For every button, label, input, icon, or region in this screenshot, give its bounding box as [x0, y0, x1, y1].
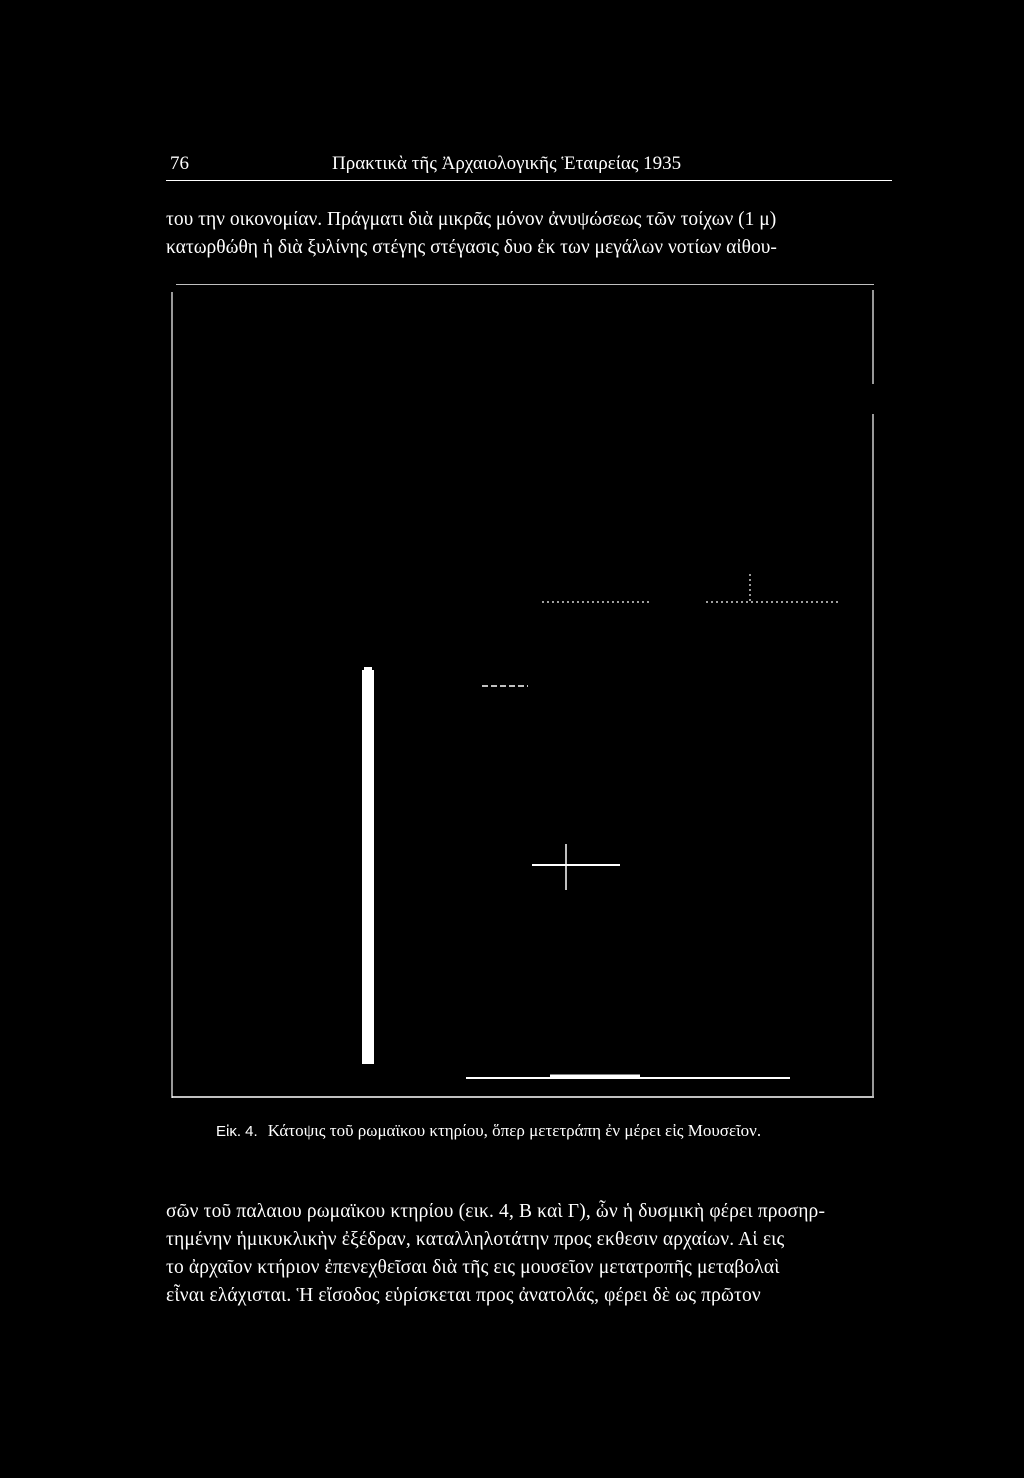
body-text-bottom: [166, 1198, 892, 1310]
text-line: κατωρθώθη ἡ διὰ ξυλίνης στέγης στέγασις δυο ἐκ των μεγάλων νοτίων αἰθου-: [166, 237, 777, 258]
body-text-top: [166, 206, 892, 262]
text-line: τημένην ἡμικυκλικὴν ἐξέδραν, καταλληλοτάτην προς εκθεσιν αρχαίων. Αἱ εις: [166, 1229, 785, 1250]
text-line: του την οικονομίαν. Πράγματι διὰ μικρᾶς μόνον ἀνυψώσεως τῶν τοίχων (1 μ): [166, 209, 777, 230]
figure-caption: [216, 1119, 761, 1144]
floor-plan-figure: [170, 284, 878, 400]
text-line: εἶναι ελάχισται. Ἡ εἴσοδος εὑρίσκεται προς ἀνατολάς, φέρει δὲ ως πρῶτον: [166, 1285, 761, 1306]
page-number: 76: [170, 153, 189, 174]
west-wall: [362, 670, 374, 1064]
figure-label: Εἰκ. 4.: [216, 1123, 258, 1140]
text-line: σῶν τοῦ παλαιου ρωμαϊκου κτηρίου (εικ. 4, Β καὶ Γ), ὧν ἡ δυσμικὴ φέρει προσηρ-: [166, 1201, 826, 1222]
running-title: Πρακτικὰ τῆς Ἀρχαιολογικῆς Ἑταιρείας 1935: [332, 153, 682, 174]
figure-caption-text: Κάτοψις τοῦ ρωμαϊκου κτηρίου, ὅπερ μετετράπη ἐν μέρει εἰς Μουσεῖον.: [267, 1121, 762, 1140]
text-line: το ἀρχαῖον κτήριον ἐπενεχθεῖσαι διὰ τῆς εις μουσεῖον μετατροπῆς μεταβολαὶ: [166, 1257, 780, 1278]
running-header: [166, 152, 892, 176]
west-wall-cap: [364, 667, 372, 673]
header-rule: [166, 180, 892, 181]
floor-plan-drawing: [170, 284, 878, 1104]
